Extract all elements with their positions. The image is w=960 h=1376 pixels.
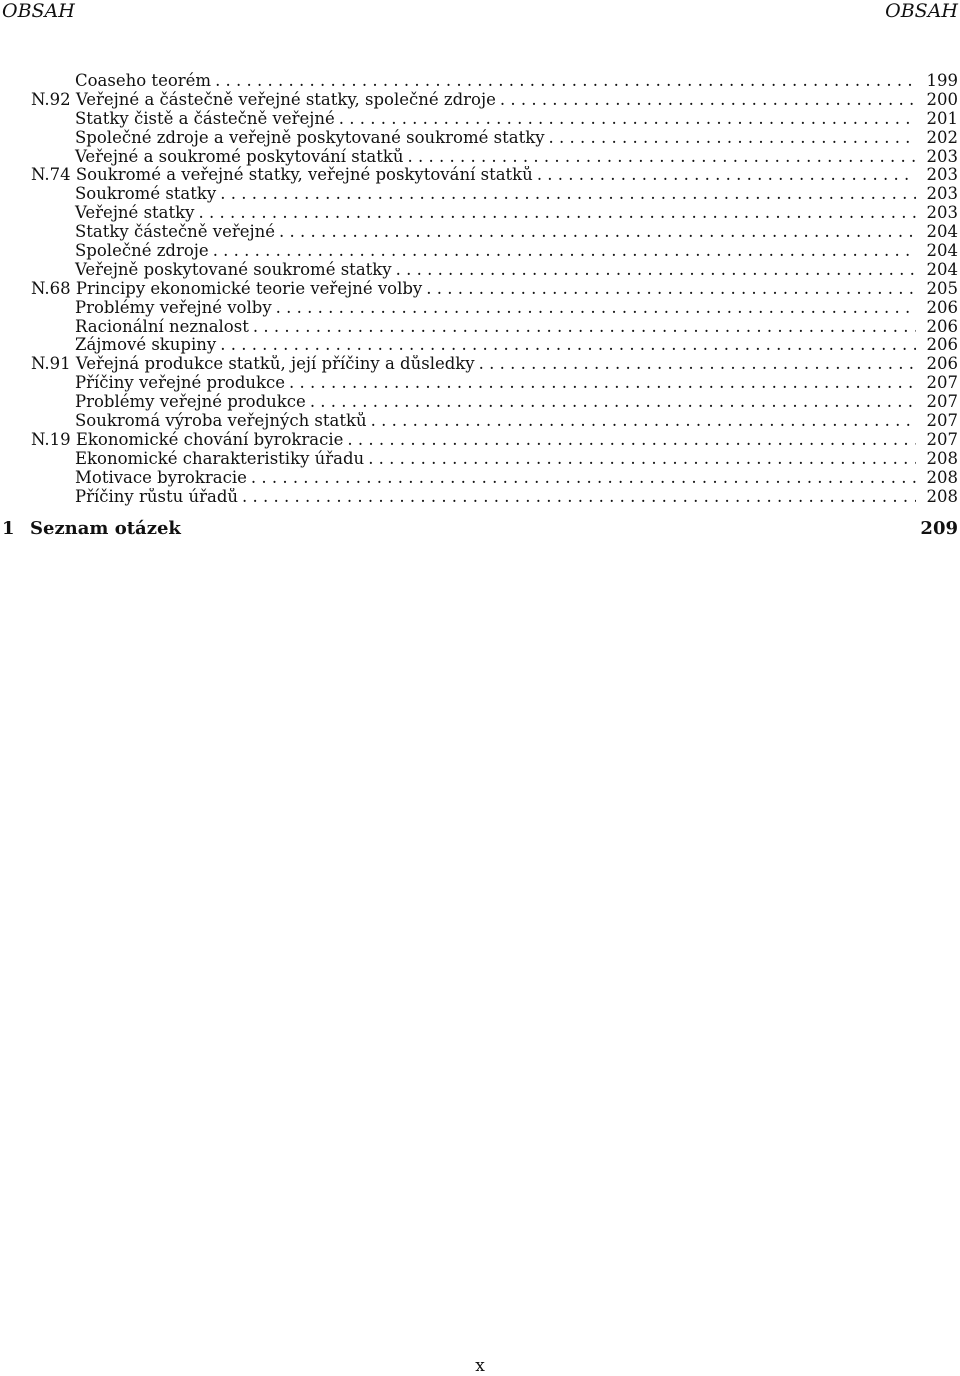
toc-subentry[interactable] [31, 412, 958, 431]
chapter-number: 1 [2, 518, 15, 539]
dot-leader [339, 110, 916, 129]
running-header-left: OBSAH [2, 0, 75, 22]
toc-subentry[interactable] [31, 204, 958, 223]
toc-entry-label: Veřejné statky [75, 204, 195, 223]
toc-entry-label: Příčiny veřejné produkce [75, 374, 286, 393]
toc-entry-page-number: 208 [926, 468, 958, 487]
toc-section-entry[interactable] [31, 431, 958, 450]
dot-leader [500, 91, 916, 110]
dot-leader [213, 242, 916, 261]
dot-leader [198, 204, 916, 223]
toc-entry-label: N.74 Soukromé a veřejné statky, veřejné poskytování statků [31, 166, 533, 185]
toc-subentry[interactable] [31, 223, 958, 242]
toc-entry-label: Příčiny růstu úřadů [75, 487, 239, 506]
toc-subentry[interactable] [31, 261, 958, 280]
toc-entry-page-number: 203 [926, 166, 958, 185]
toc-entry-page-number: 208 [926, 449, 958, 468]
toc-entry-page-number: 207 [926, 393, 958, 412]
toc-subentry[interactable] [31, 148, 958, 167]
toc-subentry[interactable] [31, 299, 958, 318]
dot-leader [347, 431, 916, 450]
toc-section-entry[interactable] [31, 166, 958, 185]
toc-entry-label: Veřejně poskytované soukromé statky [75, 260, 392, 279]
toc-entry-label: Racionální neznalost [75, 317, 249, 336]
toc-entry-page-number: 202 [926, 128, 958, 147]
dot-leader [479, 355, 916, 374]
toc-subentry[interactable] [31, 318, 958, 337]
dot-leader [408, 148, 916, 167]
dot-leader [537, 166, 916, 185]
toc-entry-label: N.92 Veřejné a částečně veřejné statky, společné zdroje [31, 90, 496, 109]
toc-entry-label: Soukromé statky [75, 185, 217, 204]
toc-entry-page-number: 206 [926, 336, 958, 355]
dot-leader [396, 261, 916, 280]
toc-subentry[interactable] [31, 110, 958, 129]
toc-entry-page-number: 203 [926, 147, 958, 166]
toc-entry-label: Zájmové skupiny [75, 336, 217, 355]
toc-entry-label: N.19 Ekonomické chování byrokracie [31, 430, 344, 449]
toc-entry-label: Ekonomické charakteristiky úřadu [75, 449, 365, 468]
toc-subentry[interactable] [31, 336, 958, 355]
toc-entry-label: Problémy veřejné volby [75, 298, 272, 317]
toc-subentry[interactable] [31, 242, 958, 261]
toc-entry-label: Problémy veřejné produkce [75, 393, 306, 412]
toc-entry-page-number: 203 [926, 185, 958, 204]
toc-entry-label: Společné zdroje a veřejně poskytované soukromé statky [75, 128, 545, 147]
toc-entry-page-number: 206 [926, 298, 958, 317]
toc-subentry[interactable] [31, 469, 958, 488]
toc-entry-label: Statky čistě a částečně veřejné [75, 109, 335, 128]
toc-subentry[interactable] [31, 450, 958, 469]
toc-section-entry[interactable] [31, 280, 958, 299]
toc-entry-label: N.91 Veřejná produkce statků, její příčiny a důsledky [31, 355, 475, 374]
toc-subentry[interactable] [31, 185, 958, 204]
dot-leader [549, 129, 916, 148]
toc-entry-page-number: 205 [926, 279, 958, 298]
toc-section-entry[interactable] [31, 91, 958, 110]
toc-entry-page-number: 200 [926, 90, 958, 109]
toc-entry-label: Coaseho teorém [75, 72, 212, 90]
toc-subentry[interactable] [31, 374, 958, 393]
dot-leader [426, 280, 916, 299]
toc-entry-label: Veřejné a soukromé poskytování statků [75, 147, 404, 166]
toc-entry-page-number: 207 [926, 412, 958, 431]
toc-subentry[interactable] [31, 129, 958, 148]
toc-entry-label: Soukromá výroba veřejných statků [75, 412, 367, 431]
dot-leader [310, 393, 916, 412]
dot-leader [242, 488, 916, 507]
toc-section-entry[interactable] [31, 355, 958, 374]
chapter-title: Seznam otázek [30, 518, 181, 539]
dot-leader [215, 72, 916, 91]
toc-entry-page-number: 204 [926, 223, 958, 242]
dot-leader [251, 469, 916, 488]
chapter-page-number: 209 [920, 518, 958, 539]
dot-leader [368, 450, 916, 469]
toc-entry-page-number: 207 [926, 374, 958, 393]
dot-leader [289, 374, 916, 393]
toc-entry-page-number: 201 [926, 109, 958, 128]
toc-subentry[interactable] [31, 488, 958, 507]
page-footer-number: x [475, 1356, 485, 1376]
toc-entry-page-number: 204 [926, 242, 958, 261]
toc-subentry[interactable] [31, 393, 958, 412]
dot-leader [279, 223, 916, 242]
toc-entry-page-number: 203 [926, 204, 958, 223]
dot-leader [220, 185, 916, 204]
toc-entry-page-number: 199 [926, 72, 958, 90]
toc-entry-label: Motivace byrokracie [75, 468, 247, 487]
toc-entry-page-number: 206 [926, 355, 958, 374]
running-header-right: OBSAH [885, 0, 958, 22]
toc-chapter-entry[interactable] [2, 518, 958, 539]
toc-entry-label: N.68 Principy ekonomické teorie veřejné volby [31, 279, 423, 298]
dot-leader [371, 412, 916, 431]
toc-subentry[interactable] [31, 72, 958, 91]
dot-leader [220, 336, 916, 355]
toc-entry-page-number: 207 [926, 430, 958, 449]
toc-entry-label: Společné zdroje [75, 242, 209, 261]
table-of-contents [31, 72, 958, 506]
toc-entry-page-number: 208 [926, 487, 958, 506]
toc-entry-page-number: 206 [926, 317, 958, 336]
toc-entry-label: Statky částečně veřejné [75, 223, 276, 242]
dot-leader [253, 318, 916, 337]
toc-entry-page-number: 204 [926, 260, 958, 279]
dot-leader [276, 299, 916, 318]
